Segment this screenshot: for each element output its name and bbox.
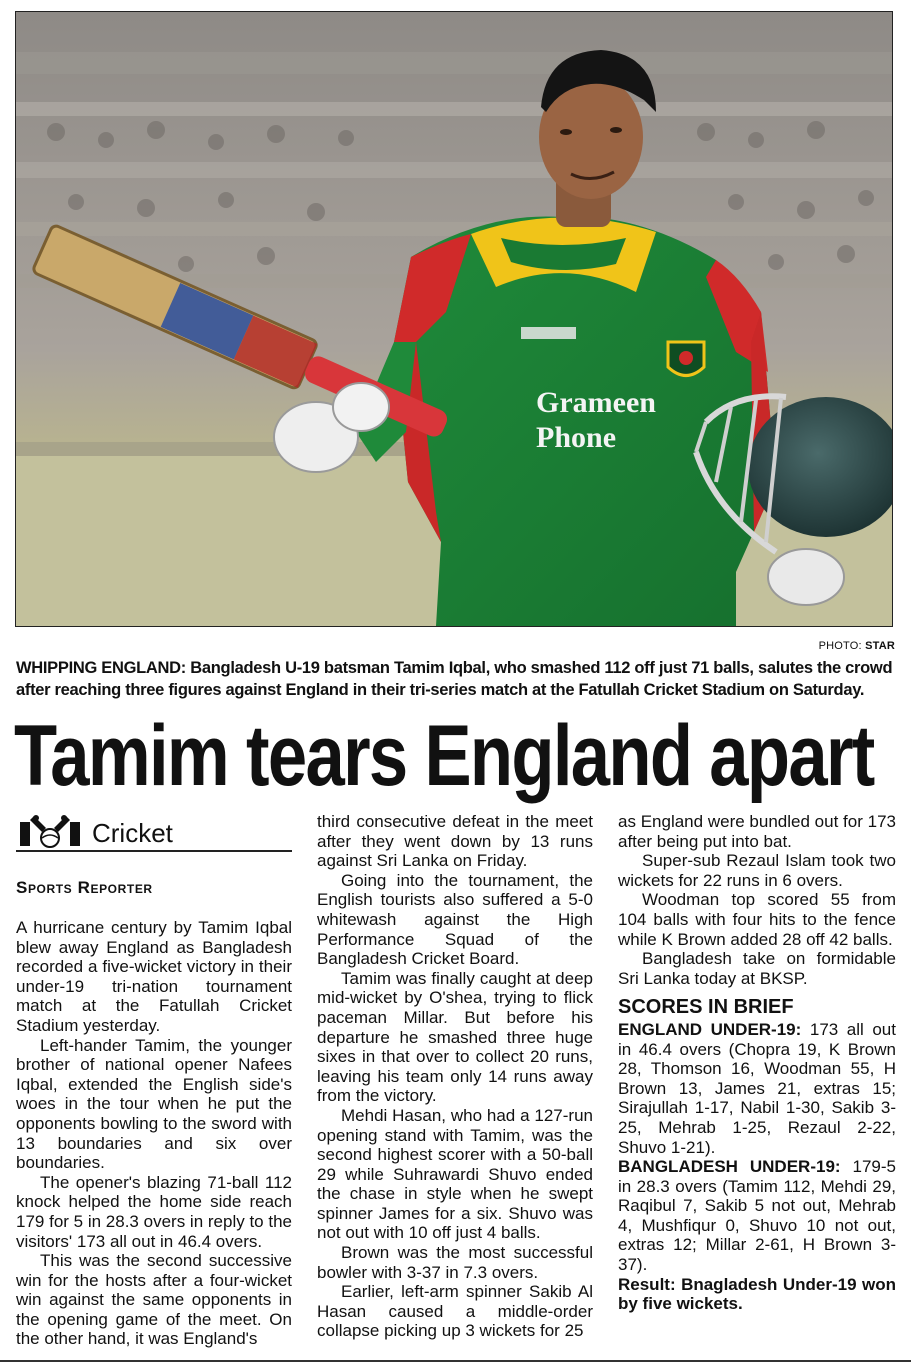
scores-result: Result: Bnagladesh Under-19 won by five wickets. xyxy=(618,1274,896,1314)
caption-text: Bangladesh U-19 batsman Tamim Iqbal, who smashed 112 off just 71 balls, salutes the crowd after reaching three figures against England in their tri-series match at the Fatullah Cricket Stadium on Saturday. xyxy=(16,659,893,699)
scores-bangladesh xyxy=(618,1157,896,1275)
paragraph: The opener's blazing 71-ball 112 knock helped the home side reach 179 for 5 in 28.3 overs in reply to the visitors' 173 all out in 46.4 overs. xyxy=(16,1172,292,1251)
article-column-3 xyxy=(618,812,896,1314)
caption-lead: WHIPPING ENGLAND: xyxy=(16,659,186,677)
scores-england xyxy=(618,1020,896,1157)
headline: Tamim tears England apart xyxy=(14,708,874,804)
paragraph: A hurricane century by Tamim Iqbal blew away England as Bangladesh recorded a five-wicket victory in their under-19 tri-nation tournament match at the Fatullah Cricket Stadium yesterday. xyxy=(16,918,292,1035)
section-label: Cricket xyxy=(92,818,173,848)
paragraph: Mehdi Hasan, who had a 127-run opening stand with Tamim, was the second highest scorer with a 50-ball 29 while Suhrawardi Shuvo ended the chase in style when he swept spinner James for a six. Shuvo was not out with 10 off just 4 balls. xyxy=(317,1105,593,1243)
photo-caption xyxy=(16,657,900,701)
scores-england-text: 173 all out in 46.4 overs (Chopra 19, K Brown 28, Thomson 16, Woodman 55, H Brown 13, James 21, extras 15; Sirajullah 1-17, Nabil 1-30, Sakib 3-25, Mehrab 1-25, Rezaul 2-22, Shuvo 1-21). xyxy=(618,1019,896,1157)
jersey-text-line2: Phone xyxy=(536,421,617,454)
scores-bangladesh-text: 179-5 in 28.3 overs (Tamim 112, Mehdi 29, Raqibul 7, Sakib 5 not out, Mehrab 4, Mushfiqur 0, Shuvo 10 not out, extras 12; Millar 2-61, H Brown 3-37). xyxy=(618,1157,896,1275)
paragraph: Bangladesh take on formidable Sri Lanka today at BKSP. xyxy=(618,949,896,988)
paragraph: Brown was the most successful bowler with 3-37 in 7.3 overs. xyxy=(317,1243,593,1282)
photo-credit xyxy=(819,640,895,652)
cricket-icon xyxy=(16,812,88,848)
scores-bangladesh-label: BANGLADESH UNDER-19: xyxy=(618,1157,841,1177)
scores-england-label: ENGLAND UNDER-19: xyxy=(618,1019,802,1039)
paragraph: Left-hander Tamim, the younger brother of national opener Nafees Iqbal, extended the English side's woes in the tour when he put the opponents bowling to the sword with 13 boundaries and six over boundaries. xyxy=(16,1035,292,1173)
batsman-photo-illustration xyxy=(16,12,892,626)
paragraph: Earlier, left-arm spinner Sakib Al Hasan caused a middle-order collapse picking up 3 wickets for 25 xyxy=(317,1282,593,1341)
byline: Sports Reporter xyxy=(16,878,153,897)
bottom-rule xyxy=(0,1360,911,1362)
paragraph: Tamim was finally caught at deep mid-wicket by O'shea, trying to flick paceman Millar. But before his departure he smashed three huge sixes in that over to collect 20 runs, leaving his team only 14 runs away from the victory. xyxy=(317,968,593,1106)
paragraph: Going into the tournament, the English tourists also suffered a 5-0 whitewash against the High Performance Squad of the Bangladesh Cricket Board. xyxy=(317,870,593,969)
article-column-2 xyxy=(317,812,593,1341)
paragraph: Super-sub Rezaul Islam took two wickets for 22 runs in 6 overs. xyxy=(618,851,896,890)
paragraph: This was the second successive win for the hosts after a four-wicket win against the same opponents in the opening game of the meet. On the other hand, it was England's xyxy=(16,1251,292,1349)
news-photo xyxy=(15,11,893,627)
paragraph: third consecutive defeat in the meet after they went down by 13 runs against Sri Lanka on Friday. xyxy=(317,812,593,871)
section-logo xyxy=(16,812,292,852)
paragraph: Woodman top scored 55 from 104 balls with four hits to the fence while K Brown added 28 off 42 balls. xyxy=(618,890,896,949)
scores-title: SCORES IN BRIEF xyxy=(618,996,794,1019)
photo-credit-source: STAR xyxy=(865,640,895,652)
paragraph: as England were bundled out for 173 after being put into bat. xyxy=(618,812,896,851)
section-rule xyxy=(16,850,292,852)
photo-credit-prefix: PHOTO: xyxy=(818,640,862,652)
jersey-text-line1: Grameen xyxy=(536,386,656,419)
